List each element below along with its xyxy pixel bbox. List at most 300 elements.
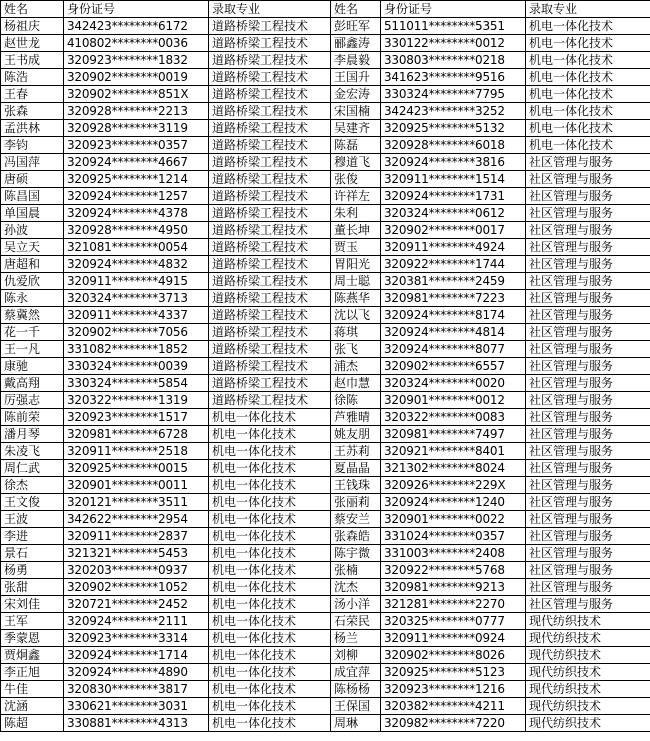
id-number-cell-2[interactable]: 320981********9213 (381, 579, 526, 596)
major-cell[interactable]: 道路桥梁工程技术 (209, 324, 331, 341)
table-row (1, 52, 650, 69)
id-number-cell-2[interactable]: 320981********7497 (381, 426, 526, 443)
id-number-cell-2[interactable]: 320925********5132 (381, 120, 526, 137)
major-cell-2[interactable]: 社区管理与服务 (526, 341, 650, 358)
name-cell-2[interactable]: 姚友朋 (331, 426, 381, 443)
major-cell-2[interactable]: 现代纺织技术 (526, 647, 650, 664)
table-row (1, 324, 650, 341)
name-cell[interactable]: 康驰 (1, 358, 64, 375)
table-row (1, 477, 650, 494)
id-number-cell[interactable]: 320322********1319 (64, 392, 209, 409)
name-cell[interactable]: 陈昌国 (1, 188, 64, 205)
table-row (1, 562, 650, 579)
major-cell[interactable]: 道路桥梁工程技术 (209, 341, 331, 358)
major-cell[interactable]: 机电一体化技术 (209, 647, 331, 664)
id-number-cell-2[interactable]: 320922********1744 (381, 256, 526, 273)
header-name-2[interactable]: 姓名 (331, 1, 381, 18)
id-number-cell-2[interactable]: 320922********5768 (381, 562, 526, 579)
id-number-cell-2[interactable]: 320924********8077 (381, 341, 526, 358)
name-cell[interactable]: 徐杰 (1, 477, 64, 494)
table-row (1, 120, 650, 137)
table-row (1, 358, 650, 375)
name-cell-2[interactable]: 王苏莉 (331, 443, 381, 460)
major-cell-2[interactable]: 机电一体化技术 (526, 35, 650, 52)
major-cell-2[interactable]: 社区管理与服务 (526, 171, 650, 188)
id-number-cell-2[interactable]: 320324********0612 (381, 205, 526, 222)
table-row (1, 545, 650, 562)
name-cell-2[interactable]: 赵巾慧 (331, 375, 381, 392)
id-number-cell-2[interactable]: 320901********0022 (381, 511, 526, 528)
name-cell[interactable]: 蔡冀然 (1, 307, 64, 324)
id-number-cell-2[interactable]: 320926********229X (381, 477, 526, 494)
major-cell[interactable]: 机电一体化技术 (209, 511, 331, 528)
major-cell-2[interactable]: 机电一体化技术 (526, 69, 650, 86)
table-row (1, 613, 650, 630)
table-row (1, 528, 650, 545)
major-cell[interactable]: 道路桥梁工程技术 (209, 154, 331, 171)
name-cell-2[interactable]: 李晨毅 (331, 52, 381, 69)
major-cell[interactable]: 道路桥梁工程技术 (209, 103, 331, 120)
table-row (1, 137, 650, 154)
id-number-cell[interactable]: 320902********851X (64, 86, 209, 103)
id-number-cell[interactable]: 330881********4313 (64, 715, 209, 732)
major-cell-2[interactable]: 社区管理与服务 (526, 222, 650, 239)
major-cell-2[interactable]: 社区管理与服务 (526, 528, 650, 545)
major-cell[interactable]: 机电一体化技术 (209, 426, 331, 443)
table-row (1, 494, 650, 511)
id-number-cell-2[interactable]: 320381********2459 (381, 273, 526, 290)
name-cell[interactable]: 张甜 (1, 579, 64, 596)
major-cell[interactable]: 道路桥梁工程技术 (209, 358, 331, 375)
major-cell-2[interactable]: 现代纺织技术 (526, 681, 650, 698)
id-number-cell-2[interactable]: 330122********0012 (381, 35, 526, 52)
name-cell-2[interactable]: 王保国 (331, 698, 381, 715)
name-cell-2[interactable]: 陈宇微 (331, 545, 381, 562)
name-cell-2[interactable]: 张森皓 (331, 528, 381, 545)
name-cell-2[interactable]: 沈以飞 (331, 307, 381, 324)
name-cell-2[interactable]: 蔡安兰 (331, 511, 381, 528)
id-number-cell[interactable]: 320121********3511 (64, 494, 209, 511)
major-cell[interactable]: 机电一体化技术 (209, 477, 331, 494)
major-cell-2[interactable]: 社区管理与服务 (526, 596, 650, 613)
major-cell[interactable]: 机电一体化技术 (209, 681, 331, 698)
name-cell-2[interactable]: 张飞 (331, 341, 381, 358)
name-cell[interactable]: 王文俊 (1, 494, 64, 511)
id-number-cell[interactable]: 320923********0357 (64, 137, 209, 154)
major-cell-2[interactable]: 现代纺织技术 (526, 630, 650, 647)
major-cell[interactable]: 道路桥梁工程技术 (209, 69, 331, 86)
name-cell[interactable]: 吴立天 (1, 239, 64, 256)
major-cell-2[interactable]: 社区管理与服务 (526, 460, 650, 477)
id-number-cell[interactable]: 342622********2954 (64, 511, 209, 528)
major-cell-2[interactable]: 社区管理与服务 (526, 511, 650, 528)
table-row (1, 426, 650, 443)
table-row (1, 18, 650, 35)
name-cell[interactable]: 张森 (1, 103, 64, 120)
major-cell-2[interactable]: 社区管理与服务 (526, 239, 650, 256)
name-cell[interactable]: 王书成 (1, 52, 64, 69)
major-cell-2[interactable]: 社区管理与服务 (526, 579, 650, 596)
major-cell-2[interactable]: 社区管理与服务 (526, 426, 650, 443)
major-cell[interactable]: 机电一体化技术 (209, 562, 331, 579)
major-cell-2[interactable]: 社区管理与服务 (526, 256, 650, 273)
name-cell[interactable]: 唐超和 (1, 256, 64, 273)
id-number-cell[interactable]: 321081********0054 (64, 239, 209, 256)
major-cell[interactable]: 道路桥梁工程技术 (209, 18, 331, 35)
table-row (1, 307, 650, 324)
major-cell[interactable]: 机电一体化技术 (209, 545, 331, 562)
name-cell[interactable]: 朱凌飞 (1, 443, 64, 460)
table-row (1, 647, 650, 664)
major-cell-2[interactable]: 机电一体化技术 (526, 18, 650, 35)
header-major-2[interactable]: 录取专业 (526, 1, 650, 18)
table-row (1, 103, 650, 120)
major-cell-2[interactable]: 社区管理与服务 (526, 375, 650, 392)
major-cell[interactable]: 机电一体化技术 (209, 409, 331, 426)
major-cell-2[interactable]: 社区管理与服务 (526, 358, 650, 375)
header-name[interactable]: 姓名 (1, 1, 64, 18)
major-cell[interactable]: 机电一体化技术 (209, 630, 331, 647)
name-cell-2[interactable]: 郦鑫涛 (331, 35, 381, 52)
major-cell[interactable]: 道路桥梁工程技术 (209, 188, 331, 205)
id-number-cell[interactable]: 320924********4890 (64, 664, 209, 681)
major-cell-2[interactable]: 机电一体化技术 (526, 52, 650, 69)
name-cell-2[interactable]: 吴建齐 (331, 120, 381, 137)
id-number-cell[interactable]: 320924********4667 (64, 154, 209, 171)
name-cell-2[interactable]: 汤小洋 (331, 596, 381, 613)
table-row (1, 154, 650, 171)
id-number-cell[interactable]: 320925********0015 (64, 460, 209, 477)
name-cell-2[interactable]: 陈杨杨 (331, 681, 381, 698)
major-cell-2[interactable]: 社区管理与服务 (526, 562, 650, 579)
name-cell[interactable]: 杨勇 (1, 562, 64, 579)
id-number-cell[interactable]: 410802********0036 (64, 35, 209, 52)
table-row (1, 579, 650, 596)
table-row (1, 392, 650, 409)
id-number-cell-2[interactable]: 320325********0777 (381, 613, 526, 630)
major-cell-2[interactable]: 社区管理与服务 (526, 205, 650, 222)
id-number-cell-2[interactable]: 320982********7220 (381, 715, 526, 732)
major-cell[interactable]: 道路桥梁工程技术 (209, 290, 331, 307)
id-number-cell-2[interactable]: 321302********8024 (381, 460, 526, 477)
table-row (1, 86, 650, 103)
id-number-cell[interactable]: 320830********3817 (64, 681, 209, 698)
major-cell[interactable]: 道路桥梁工程技术 (209, 375, 331, 392)
id-number-cell[interactable]: 320928********3119 (64, 120, 209, 137)
id-number-cell-2[interactable]: 320911********1514 (381, 171, 526, 188)
name-cell[interactable]: 花一千 (1, 324, 64, 341)
major-cell[interactable]: 道路桥梁工程技术 (209, 239, 331, 256)
name-cell-2[interactable]: 胃阳光 (331, 256, 381, 273)
major-cell-2[interactable]: 社区管理与服务 (526, 494, 650, 511)
major-cell[interactable]: 机电一体化技术 (209, 460, 331, 477)
name-cell[interactable]: 仇爱欣 (1, 273, 64, 290)
name-cell-2[interactable]: 浦杰 (331, 358, 381, 375)
table-row (1, 664, 650, 681)
major-cell[interactable]: 机电一体化技术 (209, 698, 331, 715)
name-cell-2[interactable]: 徐陈 (331, 392, 381, 409)
major-cell-2[interactable]: 社区管理与服务 (526, 443, 650, 460)
id-number-cell[interactable]: 330324********5854 (64, 375, 209, 392)
id-number-cell[interactable]: 320911********2837 (64, 528, 209, 545)
id-number-cell[interactable]: 320911********4915 (64, 273, 209, 290)
name-cell-2[interactable]: 张丽莉 (331, 494, 381, 511)
name-cell[interactable]: 贾炯鑫 (1, 647, 64, 664)
name-cell[interactable]: 陈永 (1, 290, 64, 307)
id-number-cell-2[interactable]: 320911********0924 (381, 630, 526, 647)
id-number-cell[interactable]: 321321********5453 (64, 545, 209, 562)
major-cell[interactable]: 机电一体化技术 (209, 613, 331, 630)
name-cell[interactable]: 王一凡 (1, 341, 64, 358)
name-cell[interactable]: 戴高翔 (1, 375, 64, 392)
header-row (1, 1, 650, 18)
id-number-cell-2[interactable]: 320924********1240 (381, 494, 526, 511)
major-cell[interactable]: 机电一体化技术 (209, 579, 331, 596)
major-cell-2[interactable]: 机电一体化技术 (526, 137, 650, 154)
name-cell[interactable]: 李正旭 (1, 664, 64, 681)
id-number-cell[interactable]: 320324********3713 (64, 290, 209, 307)
major-cell-2[interactable]: 机电一体化技术 (526, 86, 650, 103)
id-number-cell[interactable]: 320911********2518 (64, 443, 209, 460)
major-cell[interactable]: 道路桥梁工程技术 (209, 120, 331, 137)
table-row (1, 596, 650, 613)
name-cell-2[interactable]: 蒋琪 (331, 324, 381, 341)
major-cell[interactable]: 道路桥梁工程技术 (209, 52, 331, 69)
id-number-cell[interactable]: 320902********1052 (64, 579, 209, 596)
id-number-cell-2[interactable]: 320902********8026 (381, 647, 526, 664)
table-row (1, 715, 650, 732)
name-cell-2[interactable]: 杨兰 (331, 630, 381, 647)
major-cell-2[interactable]: 社区管理与服务 (526, 409, 650, 426)
name-cell[interactable]: 赵世龙 (1, 35, 64, 52)
id-number-cell[interactable]: 320902********7056 (64, 324, 209, 341)
name-cell-2[interactable]: 陈磊 (331, 137, 381, 154)
table-row (1, 698, 650, 715)
name-cell[interactable]: 王波 (1, 511, 64, 528)
id-number-cell[interactable]: 320203********0937 (64, 562, 209, 579)
name-cell[interactable]: 李进 (1, 528, 64, 545)
major-cell-2[interactable]: 社区管理与服务 (526, 324, 650, 341)
major-cell-2[interactable]: 现代纺织技术 (526, 715, 650, 732)
table-row (1, 239, 650, 256)
major-cell-2[interactable]: 社区管理与服务 (526, 154, 650, 171)
id-number-cell[interactable]: 320924********4378 (64, 205, 209, 222)
name-cell-2[interactable]: 张俊 (331, 171, 381, 188)
id-number-cell-2[interactable]: 320924********3816 (381, 154, 526, 171)
name-cell-2[interactable]: 王国升 (331, 69, 381, 86)
name-cell-2[interactable]: 陈燕华 (331, 290, 381, 307)
name-cell-2[interactable]: 沈杰 (331, 579, 381, 596)
major-cell[interactable]: 机电一体化技术 (209, 528, 331, 545)
name-cell-2[interactable]: 芦雅晴 (331, 409, 381, 426)
name-cell[interactable]: 沈涵 (1, 698, 64, 715)
id-number-cell[interactable]: 320911********4337 (64, 307, 209, 324)
name-cell-2[interactable]: 朱利 (331, 205, 381, 222)
name-cell[interactable]: 冯国萍 (1, 154, 64, 171)
table-row (1, 511, 650, 528)
id-number-cell[interactable]: 320981********6728 (64, 426, 209, 443)
id-number-cell-2[interactable]: 320902********0017 (381, 222, 526, 239)
major-cell-2[interactable]: 社区管理与服务 (526, 307, 650, 324)
name-cell-2[interactable]: 贾玉 (331, 239, 381, 256)
id-number-cell-2[interactable]: 511011********5351 (381, 18, 526, 35)
name-cell-2[interactable]: 宋国楠 (331, 103, 381, 120)
name-cell[interactable]: 王军 (1, 613, 64, 630)
id-number-cell[interactable]: 331082********1852 (64, 341, 209, 358)
name-cell[interactable]: 王春 (1, 86, 64, 103)
name-cell-2[interactable]: 董长坤 (331, 222, 381, 239)
name-cell[interactable]: 宋刘佳 (1, 596, 64, 613)
major-cell[interactable]: 道路桥梁工程技术 (209, 137, 331, 154)
id-number-cell[interactable]: 320923********1517 (64, 409, 209, 426)
name-cell-2[interactable]: 周琳 (331, 715, 381, 732)
major-cell[interactable]: 道路桥梁工程技术 (209, 205, 331, 222)
major-cell[interactable]: 道路桥梁工程技术 (209, 222, 331, 239)
name-cell-2[interactable]: 刘柳 (331, 647, 381, 664)
major-cell[interactable]: 道路桥梁工程技术 (209, 35, 331, 52)
major-cell[interactable]: 道路桥梁工程技术 (209, 392, 331, 409)
major-cell-2[interactable]: 社区管理与服务 (526, 392, 650, 409)
id-number-cell-2[interactable]: 320924********1731 (381, 188, 526, 205)
major-cell[interactable]: 机电一体化技术 (209, 664, 331, 681)
id-number-cell[interactable]: 320928********2213 (64, 103, 209, 120)
name-cell[interactable]: 周仁武 (1, 460, 64, 477)
major-cell[interactable]: 道路桥梁工程技术 (209, 256, 331, 273)
table-row (1, 256, 650, 273)
table-row (1, 35, 650, 52)
name-cell[interactable]: 孟洪林 (1, 120, 64, 137)
name-cell[interactable]: 李钧 (1, 137, 64, 154)
id-number-cell-2[interactable]: 320324********0020 (381, 375, 526, 392)
name-cell-2[interactable]: 金宏涛 (331, 86, 381, 103)
table-row (1, 69, 650, 86)
id-number-cell-2[interactable]: 330324********7795 (381, 86, 526, 103)
id-number-cell-2[interactable]: 320923********1216 (381, 681, 526, 698)
table-row (1, 460, 650, 477)
name-cell[interactable]: 陈前荣 (1, 409, 64, 426)
major-cell-2[interactable]: 社区管理与服务 (526, 290, 650, 307)
name-cell[interactable]: 厉强志 (1, 392, 64, 409)
name-cell-2[interactable]: 许祥左 (331, 188, 381, 205)
id-number-cell[interactable]: 320923********1832 (64, 52, 209, 69)
id-number-cell[interactable]: 320901********0011 (64, 477, 209, 494)
major-cell[interactable]: 机电一体化技术 (209, 443, 331, 460)
table-row (1, 409, 650, 426)
id-number-cell-2[interactable]: 331003********2408 (381, 545, 526, 562)
table-row (1, 222, 650, 239)
name-cell-2[interactable]: 夏晶晶 (331, 460, 381, 477)
major-cell-2[interactable]: 社区管理与服务 (526, 477, 650, 494)
major-cell-2[interactable]: 现代纺织技术 (526, 613, 650, 630)
major-cell[interactable]: 机电一体化技术 (209, 596, 331, 613)
major-cell[interactable]: 机电一体化技术 (209, 715, 331, 732)
name-cell-2[interactable]: 穆道飞 (331, 154, 381, 171)
id-number-cell-2[interactable]: 320924********4814 (381, 324, 526, 341)
major-cell[interactable]: 道路桥梁工程技术 (209, 171, 331, 188)
major-cell-2[interactable]: 社区管理与服务 (526, 188, 650, 205)
table-row (1, 443, 650, 460)
table-row (1, 341, 650, 358)
name-cell[interactable]: 唐硕 (1, 171, 64, 188)
id-number-cell-2[interactable]: 320921********8401 (381, 443, 526, 460)
id-number-cell-2[interactable]: 330803********0218 (381, 52, 526, 69)
id-number-cell[interactable]: 342423********6172 (64, 18, 209, 35)
name-cell[interactable]: 季蒙恩 (1, 630, 64, 647)
id-number-cell-2[interactable]: 341623********9516 (381, 69, 526, 86)
major-cell-2[interactable]: 社区管理与服务 (526, 545, 650, 562)
id-number-cell[interactable]: 320924********1714 (64, 647, 209, 664)
name-cell[interactable]: 孙波 (1, 222, 64, 239)
id-number-cell-2[interactable]: 320911********4924 (381, 239, 526, 256)
id-number-cell-2[interactable]: 320901********0012 (381, 392, 526, 409)
id-number-cell[interactable]: 320928********4950 (64, 222, 209, 239)
table-row (1, 681, 650, 698)
id-number-cell[interactable]: 320923********3314 (64, 630, 209, 647)
major-cell-2[interactable]: 现代纺织技术 (526, 698, 650, 715)
header-id-number-2[interactable]: 身份证号 (381, 1, 526, 18)
table-row (1, 630, 650, 647)
name-cell[interactable]: 牛佳 (1, 681, 64, 698)
name-cell[interactable]: 单国晨 (1, 205, 64, 222)
major-cell-2[interactable]: 社区管理与服务 (526, 273, 650, 290)
name-cell-2[interactable]: 彭旺军 (331, 18, 381, 35)
major-cell-2[interactable]: 现代纺织技术 (526, 664, 650, 681)
major-cell-2[interactable]: 机电一体化技术 (526, 103, 650, 120)
id-number-cell-2[interactable]: 342423********3252 (381, 103, 526, 120)
name-cell[interactable]: 杨祖庆 (1, 18, 64, 35)
id-number-cell[interactable]: 320924********2111 (64, 613, 209, 630)
id-number-cell-2[interactable]: 320322********0083 (381, 409, 526, 426)
id-number-cell[interactable]: 330621********3031 (64, 698, 209, 715)
name-cell-2[interactable]: 石荣民 (331, 613, 381, 630)
id-number-cell-2[interactable]: 320902********6557 (381, 358, 526, 375)
name-cell-2[interactable]: 王钱珠 (331, 477, 381, 494)
id-number-cell-2[interactable]: 320925********5123 (381, 664, 526, 681)
table-row (1, 375, 650, 392)
id-number-cell[interactable]: 320925********1214 (64, 171, 209, 188)
name-cell[interactable]: 陈超 (1, 715, 64, 732)
id-number-cell-2[interactable]: 320981********7223 (381, 290, 526, 307)
name-cell[interactable]: 潘月琴 (1, 426, 64, 443)
table-row (1, 205, 650, 222)
header-major[interactable]: 录取专业 (209, 1, 331, 18)
major-cell[interactable]: 道路桥梁工程技术 (209, 86, 331, 103)
id-number-cell[interactable]: 320924********4832 (64, 256, 209, 273)
header-id-number[interactable]: 身份证号 (64, 1, 209, 18)
table-row (1, 171, 650, 188)
name-cell-2[interactable]: 周士聪 (331, 273, 381, 290)
table-row (1, 188, 650, 205)
id-number-cell[interactable]: 320902********0019 (64, 69, 209, 86)
major-cell[interactable]: 道路桥梁工程技术 (209, 307, 331, 324)
id-number-cell-2[interactable]: 320382********4211 (381, 698, 526, 715)
name-cell-2[interactable]: 成宜萍 (331, 664, 381, 681)
major-cell-2[interactable]: 机电一体化技术 (526, 120, 650, 137)
id-number-cell[interactable]: 330324********0039 (64, 358, 209, 375)
id-number-cell-2[interactable]: 320928********6018 (381, 137, 526, 154)
major-cell[interactable]: 道路桥梁工程技术 (209, 273, 331, 290)
id-number-cell-2[interactable]: 331024********0357 (381, 528, 526, 545)
id-number-cell-2[interactable]: 321281********2270 (381, 596, 526, 613)
name-cell[interactable]: 陈浩 (1, 69, 64, 86)
name-cell-2[interactable]: 张楠 (331, 562, 381, 579)
id-number-cell[interactable]: 320924********1257 (64, 188, 209, 205)
name-cell[interactable]: 景石 (1, 545, 64, 562)
id-number-cell-2[interactable]: 320924********8174 (381, 307, 526, 324)
major-cell[interactable]: 机电一体化技术 (209, 494, 331, 511)
id-number-cell[interactable]: 320721********2452 (64, 596, 209, 613)
table-row (1, 273, 650, 290)
